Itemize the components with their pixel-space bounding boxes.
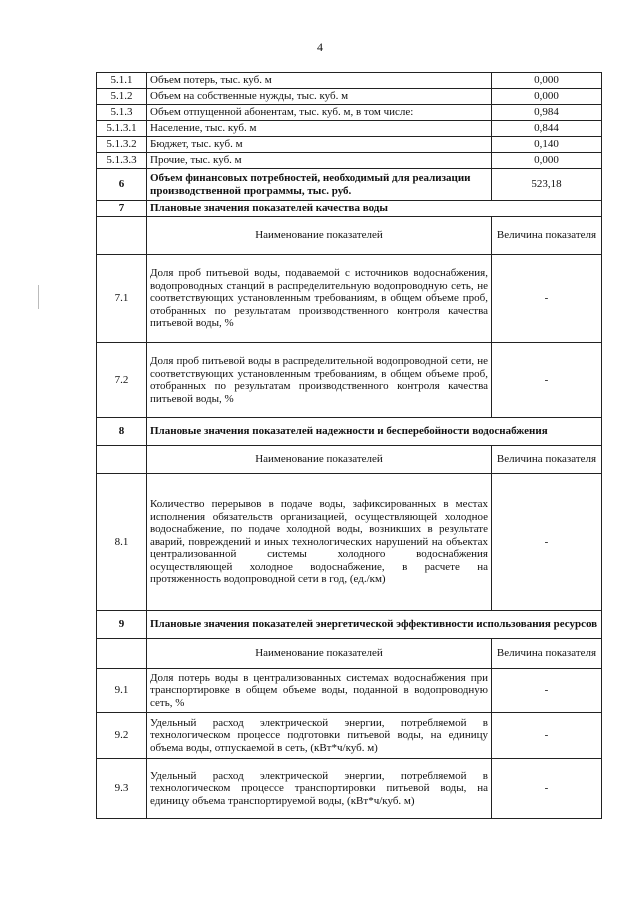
item-number: 9.1 [97,669,147,713]
item-number: 7.2 [97,343,147,418]
row-label: Объем отпущенной абонентам, тыс. куб. м, в том числе: [147,105,492,121]
item-number: 8.1 [97,474,147,611]
header-blank [97,639,147,669]
table-row [97,343,602,418]
header-value: Величина показателя [492,217,602,255]
row-number: 5.1.3.2 [97,137,147,153]
item-value: - [492,255,602,343]
item-value: - [492,474,602,611]
section-7-title-row [97,201,602,217]
header-value: Величина показателя [492,446,602,474]
item-number: 9.2 [97,713,147,759]
item-text: Удельный расход электрической энергии, потребляемой в технологическом процессе транспортировки питьевой воды, на единицу объема транспортируемой воды, (кВт*ч/куб. м) [147,759,492,819]
section-number: 6 [97,169,147,201]
section-number: 9 [97,611,147,639]
item-text: Доля проб питьевой воды, подаваемой с источников водоснабжения, водопроводных станций в распределительную водопроводную сеть, не соответствующих установленным требованиям, в общем объеме проб, отобранных по результатам производственного контроля качества питьевой воды, % [147,255,492,343]
item-value: - [492,343,602,418]
row-value: 0,000 [492,153,602,169]
production-program-table [96,72,602,819]
row-label: Население, тыс. куб. м [147,121,492,137]
header-value: Величина показателя [492,639,602,669]
row-label: Объем на собственные нужды, тыс. куб. м [147,89,492,105]
table-row [97,255,602,343]
section-number: 7 [97,201,147,217]
row-number: 5.1.3.1 [97,121,147,137]
row-value: 0,000 [492,73,602,89]
section-9-title-row [97,611,602,639]
item-text: Удельный расход электрической энергии, потребляемой в технологическом процессе подготовки питьевой воды, на единицу объема воды, отпускаемой в сеть, (кВт*ч/куб. м) [147,713,492,759]
section-label: Объем финансовых потребностей, необходимый для реализации производственной программы, тыс. руб. [147,169,492,201]
row-number: 5.1.3.3 [97,153,147,169]
table-row [97,669,602,713]
section-title: Плановые значения показателей надежности и бесперебойности водоснабжения [147,418,602,446]
table-row [97,89,602,105]
row-value: 0,000 [492,89,602,105]
section-number: 8 [97,418,147,446]
item-text: Доля проб питьевой воды в распределительной водопроводной сети, не соответствующих установленным требованиям, в общем объеме проб, отобранных по результатам производственного контроля качества питьевой воды, % [147,343,492,418]
table-row [97,105,602,121]
section-6-row [97,169,602,201]
row-number: 5.1.1 [97,73,147,89]
section-8-header-row [97,446,602,474]
section-9-header-row [97,639,602,669]
table-row [97,73,602,89]
section-8-title-row [97,418,602,446]
scan-mark [38,285,39,309]
item-value: - [492,669,602,713]
row-label: Бюджет, тыс. куб. м [147,137,492,153]
row-value: 0,984 [492,105,602,121]
table-row [97,759,602,819]
row-label: Объем потерь, тыс. куб. м [147,73,492,89]
page-number: 4 [317,40,323,54]
header-blank [97,446,147,474]
item-number: 9.3 [97,759,147,819]
table-row [97,137,602,153]
header-blank [97,217,147,255]
row-number: 5.1.2 [97,89,147,105]
row-number: 5.1.3 [97,105,147,121]
header-name: Наименование показателей [147,217,492,255]
section-title: Плановые значения показателей энергетической эффективности использования ресурсов [147,611,602,639]
row-value: 0,844 [492,121,602,137]
table-row [97,713,602,759]
section-title: Плановые значения показателей качества воды [147,201,602,217]
item-number: 7.1 [97,255,147,343]
table-row [97,153,602,169]
header-name: Наименование показателей [147,446,492,474]
header-name: Наименование показателей [147,639,492,669]
item-value: - [492,759,602,819]
item-text: Количество перерывов в подаче воды, зафиксированных в местах исполнения обязательств организацией, осуществляющей холодное водоснабжение, по подаче холодной воды, возникших в результате аварий, повреждений и иных технологических нарушений на объектах централизованной системы холодного водоснабжения осуществляющей холодное водоснабжение, в расчете на протяженность водопроводной сети в год, (ед./км) [147,474,492,611]
row-value: 0,140 [492,137,602,153]
item-value: - [492,713,602,759]
row-label: Прочие, тыс. куб. м [147,153,492,169]
section-7-header-row [97,217,602,255]
table-row [97,474,602,611]
section-value: 523,18 [492,169,602,201]
item-text: Доля потерь воды в централизованных системах водоснабжения при транспортировке в общем объеме воды, поданной в водопроводную сеть, % [147,669,492,713]
table-row [97,121,602,137]
